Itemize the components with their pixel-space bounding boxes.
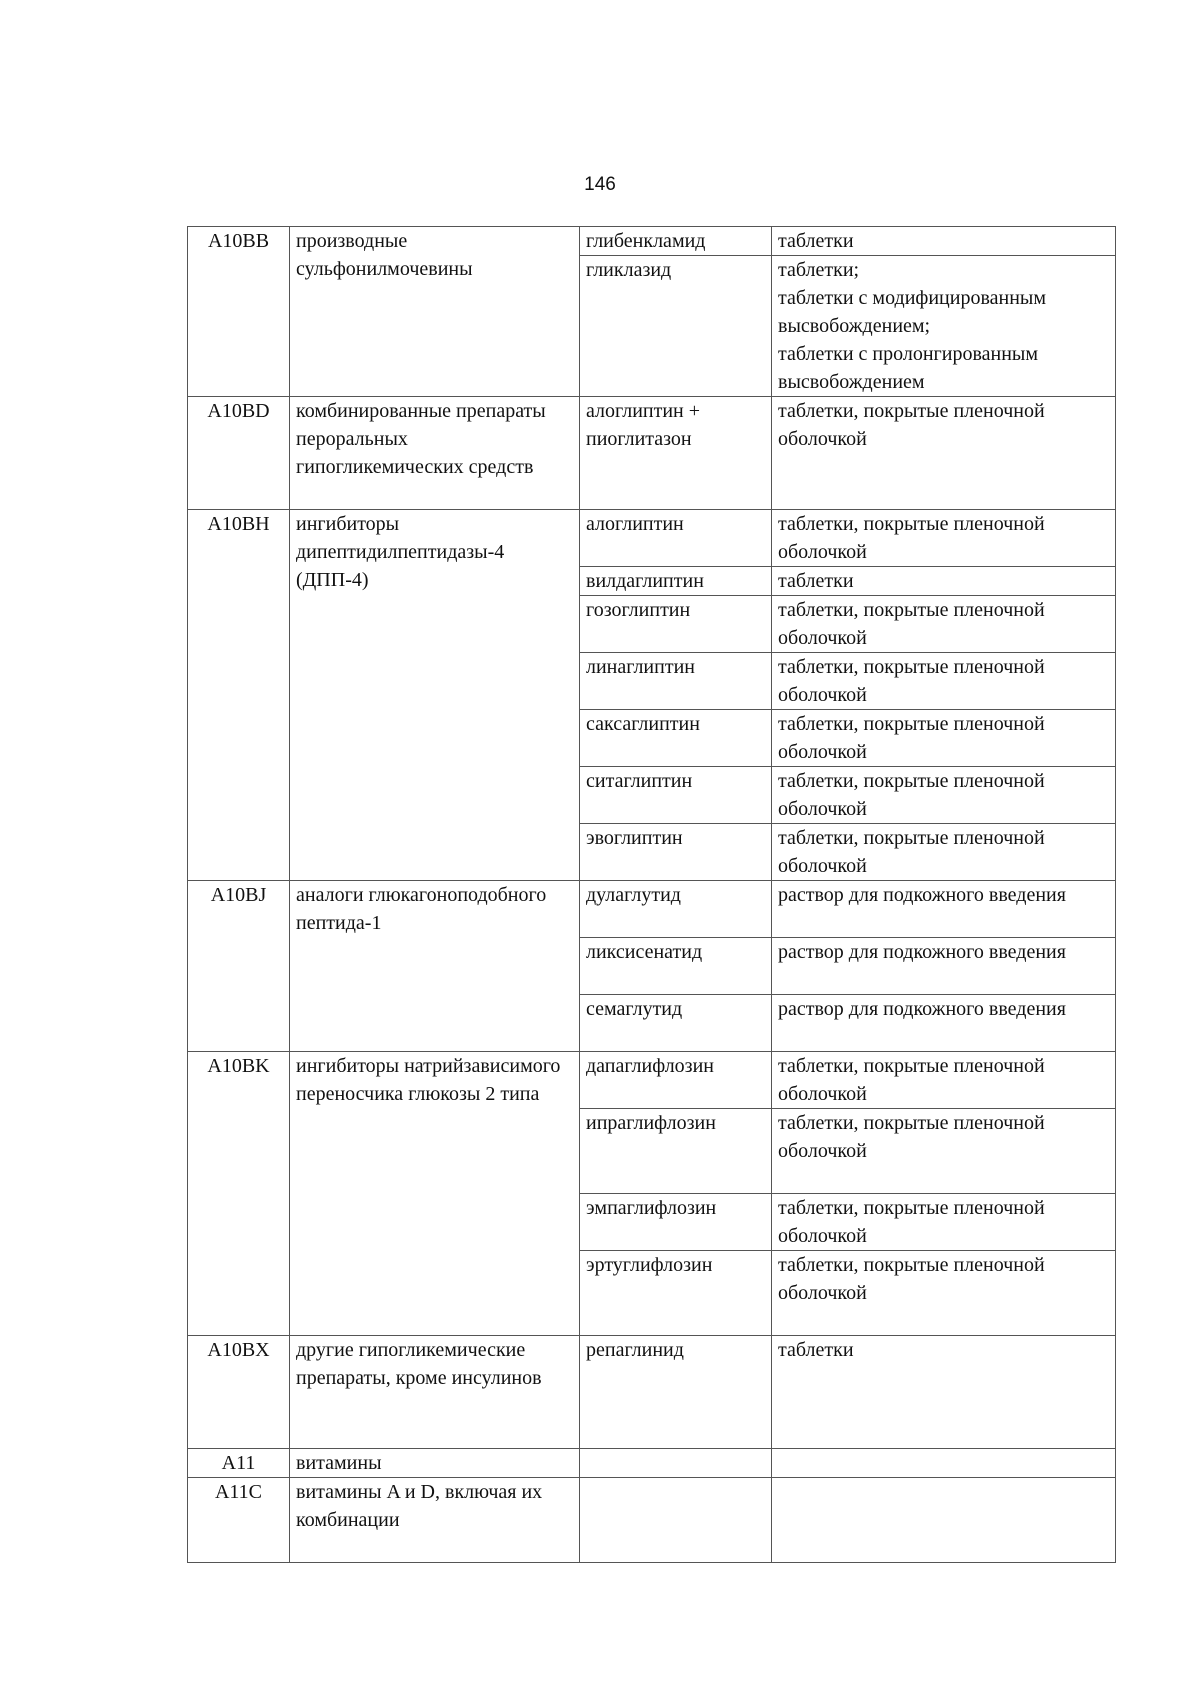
page-number: 146 bbox=[584, 174, 616, 195]
dosage-form: таблетки bbox=[772, 1336, 1116, 1449]
drug-name: алоглиптин + пиоглитазон bbox=[580, 397, 772, 510]
dosage-form: таблетки, покрытые пленочной оболочкой bbox=[772, 397, 1116, 510]
drug-name: эртуглифлозин bbox=[580, 1251, 772, 1336]
dosage-form: таблетки bbox=[772, 567, 1116, 596]
dosage-form: таблетки, покрытые пленочной оболочкой bbox=[772, 596, 1116, 653]
dosage-form: раствор для подкожного введения bbox=[772, 995, 1116, 1052]
dosage-form-empty bbox=[772, 1478, 1116, 1563]
table-row bbox=[188, 1052, 1116, 1109]
table-row bbox=[188, 510, 1116, 567]
drug-name: эмпаглифлозин bbox=[580, 1194, 772, 1251]
table-row bbox=[188, 1449, 1116, 1478]
drug-name: глибенкламид bbox=[580, 227, 772, 256]
table-row bbox=[188, 397, 1116, 510]
atc-code: A10BH bbox=[188, 510, 290, 881]
dosage-form: таблетки bbox=[772, 227, 1116, 256]
dosage-form: раствор для подкожного введения bbox=[772, 881, 1116, 938]
drug-name: алоглиптин bbox=[580, 510, 772, 567]
atc-code: A11 bbox=[188, 1449, 290, 1478]
dosage-form-empty bbox=[772, 1449, 1116, 1478]
table-row bbox=[188, 1478, 1116, 1563]
dosage-form: таблетки, покрытые пленочной оболочкой bbox=[772, 824, 1116, 881]
atc-group: витамины bbox=[290, 1449, 580, 1478]
atc-code: A11C bbox=[188, 1478, 290, 1563]
drug-name-empty bbox=[580, 1449, 772, 1478]
drug-name: линаглиптин bbox=[580, 653, 772, 710]
dosage-form: таблетки, покрытые пленочной оболочкой bbox=[772, 1052, 1116, 1109]
atc-code: A10BK bbox=[188, 1052, 290, 1336]
dosage-form: таблетки, покрытые пленочной оболочкой bbox=[772, 653, 1116, 710]
drug-name: дапаглифлозин bbox=[580, 1052, 772, 1109]
drug-name: эвоглиптин bbox=[580, 824, 772, 881]
drug-name: ликсисенатид bbox=[580, 938, 772, 995]
drug-name-empty bbox=[580, 1478, 772, 1563]
atc-group: производные сульфонилмочевины bbox=[290, 227, 580, 397]
atc-code: A10BD bbox=[188, 397, 290, 510]
drug-name: семаглутид bbox=[580, 995, 772, 1052]
drug-name: репаглинид bbox=[580, 1336, 772, 1449]
drug-name: ситаглиптин bbox=[580, 767, 772, 824]
table-row bbox=[188, 227, 1116, 256]
dosage-form: таблетки, покрытые пленочной оболочкой bbox=[772, 1109, 1116, 1194]
table-row bbox=[188, 1336, 1116, 1449]
atc-group: аналоги глюкагоноподобного пептида-1 bbox=[290, 881, 580, 1052]
dosage-form: раствор для подкожного введения bbox=[772, 938, 1116, 995]
drug-name: дулаглутид bbox=[580, 881, 772, 938]
atc-group: ингибиторы дипептидилпептидазы-4 (ДПП-4) bbox=[290, 510, 580, 881]
atc-code: A10BB bbox=[188, 227, 290, 397]
drug-name: гликлазид bbox=[580, 256, 772, 397]
table-row bbox=[188, 881, 1116, 938]
atc-code: A10BX bbox=[188, 1336, 290, 1449]
atc-group: комбинированные препараты пероральных гипогликемических средств bbox=[290, 397, 580, 510]
dosage-form: таблетки, покрытые пленочной оболочкой bbox=[772, 1251, 1116, 1336]
dosage-form: таблетки, покрытые пленочной оболочкой bbox=[772, 767, 1116, 824]
drug-name: саксаглиптин bbox=[580, 710, 772, 767]
dosage-form: таблетки, покрытые пленочной оболочкой bbox=[772, 710, 1116, 767]
drug-name: гозоглиптин bbox=[580, 596, 772, 653]
drug-name: ипраглифлозин bbox=[580, 1109, 772, 1194]
atc-group: витамины A и D, включая их комбинации bbox=[290, 1478, 580, 1563]
atc-code: A10BJ bbox=[188, 881, 290, 1052]
atc-group: другие гипогликемические препараты, кроме инсулинов bbox=[290, 1336, 580, 1449]
drug-name: вилдаглиптин bbox=[580, 567, 772, 596]
dosage-form: таблетки; таблетки с модифицированным высвобождением; таблетки с пролонгированным высвобождением bbox=[772, 256, 1116, 397]
dosage-form: таблетки, покрытые пленочной оболочкой bbox=[772, 510, 1116, 567]
atc-group: ингибиторы натрийзависимого переносчика глюкозы 2 типа bbox=[290, 1052, 580, 1336]
drug-classification-table bbox=[187, 226, 1116, 1563]
dosage-form: таблетки, покрытые пленочной оболочкой bbox=[772, 1194, 1116, 1251]
